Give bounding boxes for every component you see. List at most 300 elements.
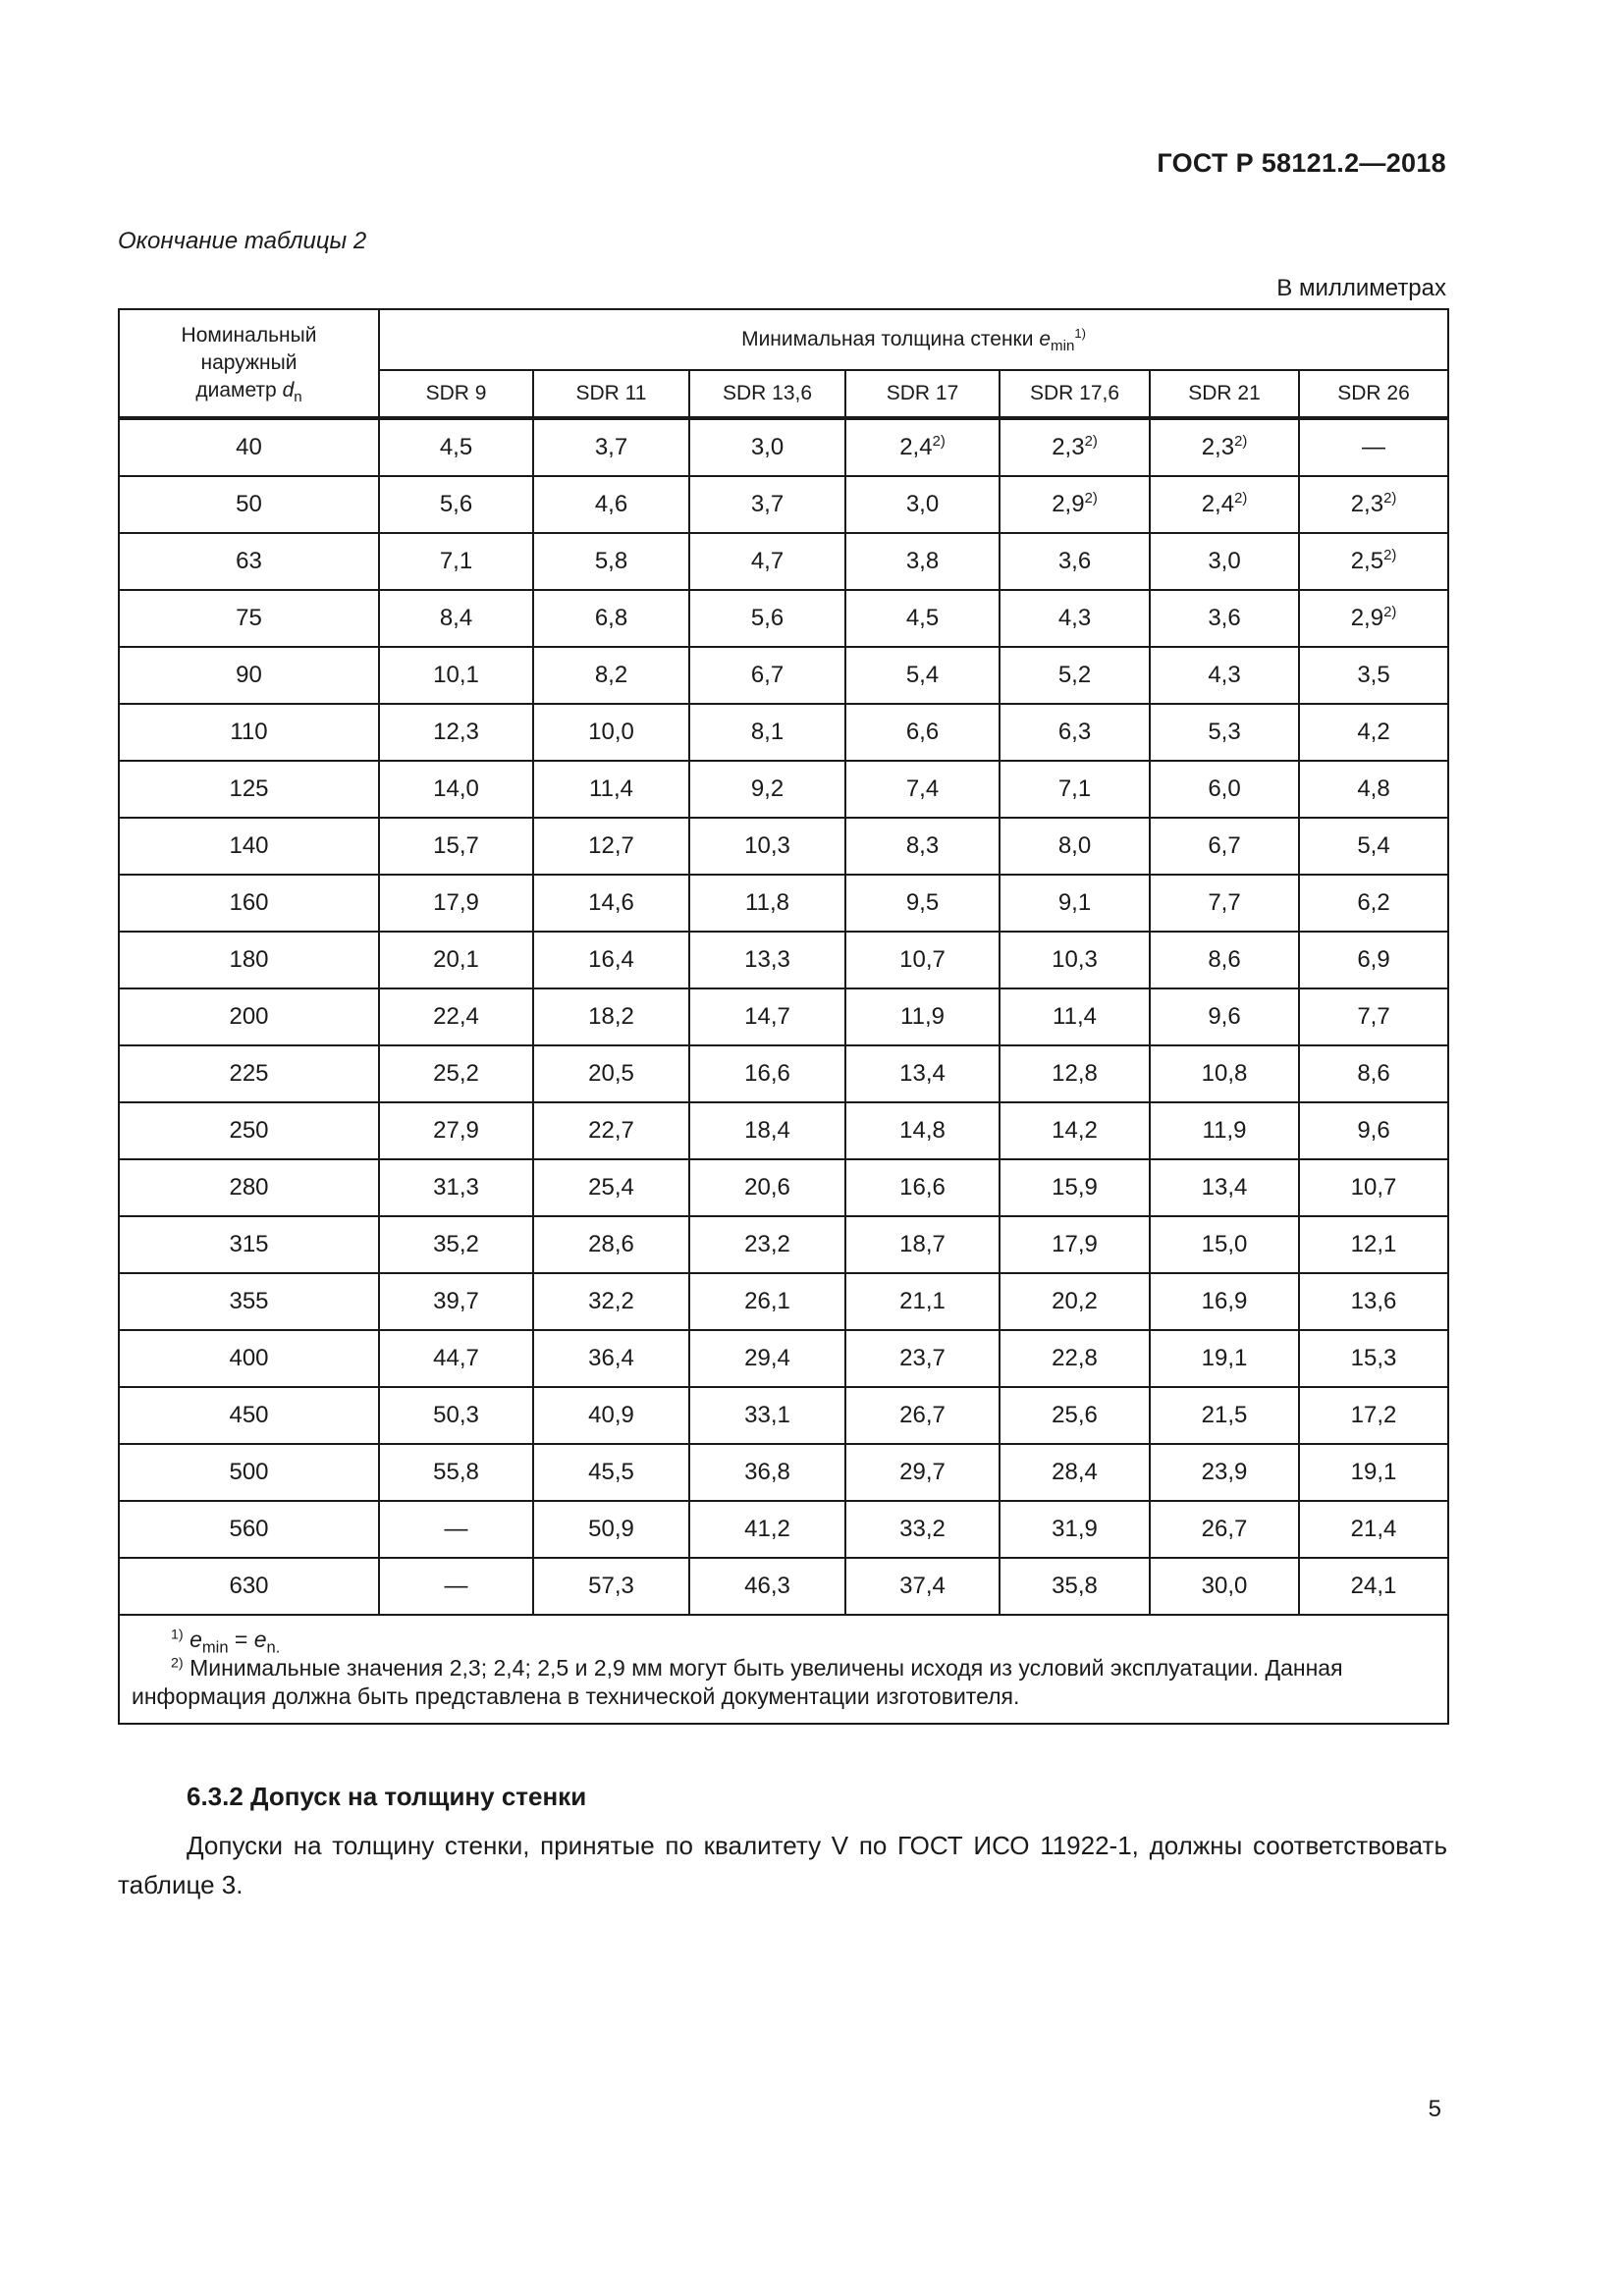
cell-value: —	[1362, 434, 1385, 460]
cell-value: 23,9	[1201, 1459, 1248, 1485]
cell-nominal-diameter: 560	[119, 1501, 379, 1558]
cell-value: 3,0	[750, 434, 784, 460]
cell-footnote-ref: 2)	[1084, 491, 1098, 507]
cell-wall-thickness	[845, 1558, 1000, 1615]
table-row	[119, 647, 1448, 704]
cell-nominal-diameter: 315	[119, 1216, 379, 1273]
cell-nominal-diameter: 225	[119, 1045, 379, 1102]
cell-wall-thickness	[845, 418, 1000, 476]
cell-value: 30,0	[1201, 1573, 1248, 1599]
cell-wall-thickness	[1299, 1273, 1448, 1330]
cell-nominal-diameter: 110	[119, 704, 379, 761]
cell-wall-thickness	[845, 875, 1000, 932]
cell-wall-thickness	[1150, 418, 1299, 476]
table-row	[119, 988, 1448, 1045]
cell-wall-thickness	[1000, 533, 1150, 590]
cell-value: 32,2	[588, 1288, 634, 1314]
cell-wall-thickness	[533, 647, 689, 704]
cell-wall-thickness	[379, 1330, 533, 1387]
cell-value: 22,4	[433, 1003, 479, 1030]
cell-wall-thickness	[689, 647, 845, 704]
cell-value: 15,0	[1201, 1231, 1248, 1257]
cell-wall-thickness	[845, 1159, 1000, 1216]
cell-wall-thickness	[533, 418, 689, 476]
cell-value: 9,5	[905, 889, 940, 916]
cell-wall-thickness	[1000, 761, 1150, 818]
cell-wall-thickness	[379, 1501, 533, 1558]
page-number: 5	[1428, 2096, 1441, 2122]
cell-value: 2,3	[1052, 434, 1085, 460]
cell-value: 7,4	[905, 775, 940, 802]
cell-value: 21,5	[1201, 1402, 1248, 1428]
cell-nominal-diameter: 355	[119, 1273, 379, 1330]
cell-value: 11,8	[745, 889, 789, 916]
cell-wall-thickness	[533, 1501, 689, 1558]
table-row	[119, 1102, 1448, 1159]
table-row	[119, 1501, 1448, 1558]
cell-value: 9,6	[1357, 1117, 1390, 1144]
cell-value: —	[444, 1516, 468, 1542]
document-id: ГОСТ Р 58121.2—2018	[1157, 148, 1446, 178]
sdr-column-header: SDR 21	[1150, 370, 1299, 418]
cell-wall-thickness	[379, 988, 533, 1045]
cell-value: 37,4	[899, 1573, 946, 1599]
cell-value: 25,6	[1052, 1402, 1098, 1428]
cell-wall-thickness	[845, 590, 1000, 647]
cell-value: 14,0	[433, 775, 479, 802]
cell-wall-thickness	[533, 1102, 689, 1159]
cell-nominal-diameter: 40	[119, 418, 379, 476]
cell-value: 2,9	[1052, 491, 1085, 517]
cell-value: 12,1	[1350, 1231, 1397, 1257]
cell-value: 8,3	[905, 832, 940, 859]
cell-wall-thickness	[1150, 875, 1299, 932]
cell-wall-thickness	[1299, 590, 1448, 647]
cell-nominal-diameter: 630	[119, 1558, 379, 1615]
table-row	[119, 533, 1448, 590]
cell-value: 27,9	[433, 1117, 479, 1144]
cell-value: 17,9	[433, 889, 479, 916]
cell-value: 17,2	[1350, 1402, 1397, 1428]
cell-value: 3,0	[905, 491, 940, 517]
table-body	[119, 418, 1448, 1615]
cell-wall-thickness	[1000, 1045, 1150, 1102]
cell-value: 11,9	[900, 1003, 945, 1030]
cell-wall-thickness	[533, 1558, 689, 1615]
cell-value: 23,7	[899, 1345, 946, 1371]
cell-value: 10,3	[1052, 946, 1098, 973]
cell-value: 10,3	[744, 832, 790, 859]
cell-nominal-diameter: 400	[119, 1330, 379, 1387]
cell-wall-thickness	[379, 1387, 533, 1444]
cell-value: 20,6	[744, 1174, 790, 1201]
cell-value: 23,2	[744, 1231, 790, 1257]
cell-wall-thickness	[1150, 1330, 1299, 1387]
cell-wall-thickness	[689, 704, 845, 761]
cell-wall-thickness	[689, 1216, 845, 1273]
cell-wall-thickness	[533, 1216, 689, 1273]
cell-wall-thickness	[379, 590, 533, 647]
cell-wall-thickness	[1000, 1501, 1150, 1558]
cell-wall-thickness	[1000, 1558, 1150, 1615]
cell-value: 8,6	[1208, 946, 1241, 973]
cell-value: 14,6	[588, 889, 634, 916]
cell-value: 4,6	[594, 491, 628, 517]
cell-wall-thickness	[379, 1273, 533, 1330]
cell-value: 29,7	[899, 1459, 946, 1485]
cell-nominal-diameter: 90	[119, 647, 379, 704]
cell-nominal-diameter: 250	[119, 1102, 379, 1159]
cell-value: 2,5	[1350, 548, 1384, 574]
sdr-column-header: SDR 11	[533, 370, 689, 418]
cell-nominal-diameter: 450	[119, 1387, 379, 1444]
table-footnotes	[119, 1615, 1448, 1724]
table-row	[119, 761, 1448, 818]
cell-value: 20,2	[1052, 1288, 1098, 1314]
cell-value: 28,6	[588, 1231, 634, 1257]
cell-value: 3,7	[750, 491, 784, 517]
cell-wall-thickness	[533, 1273, 689, 1330]
cell-value: 11,9	[1202, 1117, 1247, 1144]
cell-wall-thickness	[1000, 1444, 1150, 1501]
cell-wall-thickness	[379, 1444, 533, 1501]
cell-wall-thickness	[845, 533, 1000, 590]
cell-wall-thickness	[1150, 1045, 1299, 1102]
cell-nominal-diameter: 280	[119, 1159, 379, 1216]
cell-value: 15,7	[433, 832, 479, 859]
cell-wall-thickness	[1299, 988, 1448, 1045]
cell-footnote-ref: 2)	[1383, 548, 1397, 563]
cell-footnote-ref: 2)	[1234, 434, 1248, 450]
cell-value: 3,8	[905, 548, 940, 574]
cell-wall-thickness	[533, 476, 689, 533]
cell-wall-thickness	[845, 1102, 1000, 1159]
cell-value: 5,4	[905, 662, 940, 688]
cell-footnote-ref: 2)	[932, 434, 946, 450]
cell-value: 8,6	[1357, 1060, 1390, 1087]
section-paragraph: Допуски на толщину стенки, принятые по квалитету V по ГОСТ ИСО 11922-1, должны соответствовать таблице 3.	[118, 1831, 1447, 1899]
cell-value: 5,6	[750, 605, 784, 631]
table-row	[119, 875, 1448, 932]
cell-value: 6,8	[594, 605, 628, 631]
cell-wall-thickness	[1000, 818, 1150, 875]
cell-wall-thickness	[1150, 1273, 1299, 1330]
cell-value: 12,3	[433, 719, 479, 745]
cell-value: 36,4	[588, 1345, 634, 1371]
cell-value: 9,1	[1057, 889, 1092, 916]
cell-value: 26,1	[744, 1288, 790, 1314]
cell-wall-thickness	[1000, 932, 1150, 988]
cell-value: 13,4	[1201, 1174, 1248, 1201]
cell-value: 39,7	[433, 1288, 479, 1314]
cell-value: 36,8	[744, 1459, 790, 1485]
cell-value: —	[444, 1573, 468, 1599]
table-row	[119, 932, 1448, 988]
cell-value: 18,7	[899, 1231, 946, 1257]
cell-value: 6,9	[1357, 946, 1390, 973]
cell-value: 8,0	[1057, 832, 1092, 859]
footnote-2: $^{2)}$ Минимальные значения 2,3; 2,4; 2,5 и 2,9 мм могут быть увеличены исходя из условий эксплуатации. Данная информация должна быть представлена в технической документации изготовителя.	[132, 1655, 1343, 1709]
cell-value: 8,1	[750, 719, 784, 745]
cell-value: 33,1	[744, 1402, 790, 1428]
cell-value: 6,3	[1057, 719, 1092, 745]
cell-footnote-ref: 2)	[1234, 491, 1248, 507]
cell-wall-thickness	[845, 476, 1000, 533]
cell-value: 45,5	[588, 1459, 634, 1485]
cell-wall-thickness	[533, 1159, 689, 1216]
cell-nominal-diameter: 140	[119, 818, 379, 875]
cell-wall-thickness	[379, 1558, 533, 1615]
table-row	[119, 818, 1448, 875]
cell-value: 35,2	[433, 1231, 479, 1257]
cell-value: 7,7	[1208, 889, 1241, 916]
cell-value: 35,8	[1052, 1573, 1098, 1599]
table-row	[119, 1444, 1448, 1501]
cell-value: 3,5	[1357, 662, 1390, 688]
cell-value: 22,8	[1052, 1345, 1098, 1371]
cell-value: 21,1	[899, 1288, 946, 1314]
cell-nominal-diameter: 160	[119, 875, 379, 932]
cell-value: 10,8	[1201, 1060, 1248, 1087]
cell-wall-thickness	[1150, 647, 1299, 704]
cell-wall-thickness	[533, 590, 689, 647]
cell-value: 7,1	[1057, 775, 1092, 802]
header-nominal-diameter: Номинальный наружный диаметр $d_n$	[119, 309, 379, 418]
cell-wall-thickness	[1000, 476, 1150, 533]
table-row	[119, 590, 1448, 647]
cell-wall-thickness	[1150, 761, 1299, 818]
cell-wall-thickness	[845, 704, 1000, 761]
cell-wall-thickness	[689, 932, 845, 988]
cell-value: 15,9	[1052, 1174, 1098, 1201]
cell-value: 12,8	[1052, 1060, 1098, 1087]
cell-wall-thickness	[1299, 1444, 1448, 1501]
cell-wall-thickness	[1299, 647, 1448, 704]
cell-wall-thickness	[1299, 1558, 1448, 1615]
cell-value: 31,3	[433, 1174, 479, 1201]
cell-wall-thickness	[533, 875, 689, 932]
cell-value: 2,9	[1350, 605, 1384, 631]
cell-value: 13,4	[899, 1060, 946, 1087]
cell-value: 3,6	[1057, 548, 1092, 574]
cell-value: 17,9	[1052, 1231, 1098, 1257]
cell-value: 19,1	[1350, 1459, 1397, 1485]
cell-wall-thickness	[1000, 1387, 1150, 1444]
cell-wall-thickness	[379, 704, 533, 761]
cell-value: 10,7	[1350, 1174, 1397, 1201]
cell-value: 10,0	[588, 719, 634, 745]
cell-wall-thickness	[1000, 1216, 1150, 1273]
cell-value: 26,7	[1201, 1516, 1248, 1542]
cell-wall-thickness	[1150, 1558, 1299, 1615]
cell-wall-thickness	[379, 418, 533, 476]
cell-value: 5,4	[1357, 832, 1390, 859]
cell-value: 4,5	[439, 434, 473, 460]
cell-wall-thickness	[1150, 1444, 1299, 1501]
cell-value: 16,9	[1201, 1288, 1248, 1314]
cell-wall-thickness	[689, 761, 845, 818]
cell-value: 11,4	[1053, 1003, 1097, 1030]
cell-wall-thickness	[1299, 1501, 1448, 1558]
cell-value: 6,6	[905, 719, 940, 745]
cell-wall-thickness	[379, 761, 533, 818]
sdr-column-header: SDR 13,6	[689, 370, 845, 418]
table-row	[119, 1273, 1448, 1330]
cell-value: 6,0	[1208, 775, 1241, 802]
cell-value: 14,8	[899, 1117, 946, 1144]
cell-value: 50,9	[588, 1516, 634, 1542]
cell-wall-thickness	[1150, 932, 1299, 988]
cell-value: 50,3	[433, 1402, 479, 1428]
wall-thickness-table	[118, 308, 1449, 1725]
cell-wall-thickness	[1000, 875, 1150, 932]
section-title: 6.3.2 Допуск на толщину стенки	[187, 1782, 587, 1811]
cell-value: 3,6	[1208, 605, 1241, 631]
cell-value: 18,2	[588, 1003, 634, 1030]
cell-wall-thickness	[1150, 1159, 1299, 1216]
cell-value: 16,6	[899, 1174, 946, 1201]
cell-wall-thickness	[689, 533, 845, 590]
cell-wall-thickness	[533, 533, 689, 590]
cell-value: 2,3	[1201, 434, 1235, 460]
table-row	[119, 476, 1448, 533]
cell-value: 5,8	[594, 548, 628, 574]
cell-wall-thickness	[845, 1216, 1000, 1273]
cell-wall-thickness	[689, 476, 845, 533]
cell-value: 4,7	[750, 548, 784, 574]
cell-wall-thickness	[379, 1102, 533, 1159]
cell-wall-thickness	[1150, 1102, 1299, 1159]
cell-wall-thickness	[533, 1444, 689, 1501]
cell-wall-thickness	[533, 761, 689, 818]
cell-nominal-diameter: 125	[119, 761, 379, 818]
cell-wall-thickness	[379, 476, 533, 533]
cell-value: 40,9	[588, 1402, 634, 1428]
cell-wall-thickness	[845, 761, 1000, 818]
cell-wall-thickness	[689, 1273, 845, 1330]
cell-wall-thickness	[1000, 1273, 1150, 1330]
cell-value: 4,8	[1357, 775, 1390, 802]
cell-value: 2,4	[1201, 491, 1235, 517]
cell-wall-thickness	[1299, 1216, 1448, 1273]
header-min-wall-thickness: Минимальная толщина стенки $e_{min}^{1)}$	[379, 309, 1448, 370]
cell-value: 4,3	[1057, 605, 1092, 631]
cell-wall-thickness	[1299, 704, 1448, 761]
cell-nominal-diameter: 180	[119, 932, 379, 988]
cell-wall-thickness	[379, 1159, 533, 1216]
cell-wall-thickness	[379, 818, 533, 875]
cell-wall-thickness	[1000, 590, 1150, 647]
cell-value: 33,2	[899, 1516, 946, 1542]
cell-value: 16,4	[588, 946, 634, 973]
cell-wall-thickness	[845, 932, 1000, 988]
cell-wall-thickness	[845, 1387, 1000, 1444]
sdr-column-header: SDR 17,6	[1000, 370, 1150, 418]
cell-wall-thickness	[1000, 647, 1150, 704]
cell-value: 13,6	[1350, 1288, 1397, 1314]
cell-wall-thickness	[845, 1444, 1000, 1501]
cell-value: 31,9	[1052, 1516, 1098, 1542]
cell-value: 16,6	[744, 1060, 790, 1087]
cell-wall-thickness	[1000, 418, 1150, 476]
cell-wall-thickness	[1299, 1159, 1448, 1216]
cell-value: 14,7	[744, 1003, 790, 1030]
cell-value: 8,2	[594, 662, 628, 688]
cell-value: 13,3	[744, 946, 790, 973]
cell-value: 5,6	[439, 491, 473, 517]
cell-wall-thickness	[845, 1330, 1000, 1387]
table-row	[119, 704, 1448, 761]
cell-wall-thickness	[379, 1216, 533, 1273]
cell-value: 6,7	[1208, 832, 1241, 859]
cell-value: 6,2	[1357, 889, 1390, 916]
cell-wall-thickness	[533, 818, 689, 875]
cell-wall-thickness	[1299, 476, 1448, 533]
table-units: В миллиметрах	[1276, 275, 1446, 301]
cell-wall-thickness	[1299, 875, 1448, 932]
cell-wall-thickness	[845, 988, 1000, 1045]
sdr-column-header: SDR 26	[1299, 370, 1448, 418]
cell-value: 20,1	[433, 946, 479, 973]
cell-value: 44,7	[433, 1345, 479, 1371]
sdr-column-header: SDR 9	[379, 370, 533, 418]
cell-wall-thickness	[689, 875, 845, 932]
cell-wall-thickness	[533, 988, 689, 1045]
footnote-1: $^{1)}$ $e_{min} = e_{n.}$	[171, 1627, 281, 1657]
cell-footnote-ref: 2)	[1383, 491, 1397, 507]
cell-value: 3,7	[594, 434, 628, 460]
cell-value: 4,5	[905, 605, 940, 631]
cell-value: 22,7	[588, 1117, 634, 1144]
cell-wall-thickness	[1150, 1387, 1299, 1444]
table-caption: Окончание таблицы 2	[118, 228, 367, 254]
cell-wall-thickness	[1299, 1045, 1448, 1102]
cell-value: 28,4	[1052, 1459, 1098, 1485]
cell-wall-thickness	[1000, 1330, 1150, 1387]
cell-value: 4,3	[1208, 662, 1241, 688]
cell-wall-thickness	[1150, 1216, 1299, 1273]
cell-nominal-diameter: 63	[119, 533, 379, 590]
sdr-column-header: SDR 17	[845, 370, 1000, 418]
cell-wall-thickness	[689, 1387, 845, 1444]
cell-value: 9,6	[1208, 1003, 1241, 1030]
cell-value: 6,7	[750, 662, 784, 688]
cell-wall-thickness	[689, 590, 845, 647]
cell-wall-thickness	[1000, 704, 1150, 761]
cell-value: 14,2	[1052, 1117, 1098, 1144]
cell-wall-thickness	[845, 1273, 1000, 1330]
cell-footnote-ref: 2)	[1383, 605, 1397, 620]
cell-wall-thickness	[533, 704, 689, 761]
cell-wall-thickness	[1000, 1159, 1150, 1216]
cell-wall-thickness	[689, 818, 845, 875]
cell-wall-thickness	[845, 1045, 1000, 1102]
cell-value: 20,5	[588, 1060, 634, 1087]
cell-wall-thickness	[379, 647, 533, 704]
cell-footnote-ref: 2)	[1084, 434, 1098, 450]
table-row	[119, 1558, 1448, 1615]
cell-wall-thickness	[1150, 988, 1299, 1045]
cell-wall-thickness	[533, 1330, 689, 1387]
cell-wall-thickness	[379, 1045, 533, 1102]
table-row	[119, 1387, 1448, 1444]
cell-wall-thickness	[1000, 988, 1150, 1045]
cell-wall-thickness	[533, 932, 689, 988]
cell-wall-thickness	[689, 1330, 845, 1387]
cell-value: 10,7	[899, 946, 946, 973]
cell-nominal-diameter: 500	[119, 1444, 379, 1501]
cell-value: 46,3	[744, 1573, 790, 1599]
